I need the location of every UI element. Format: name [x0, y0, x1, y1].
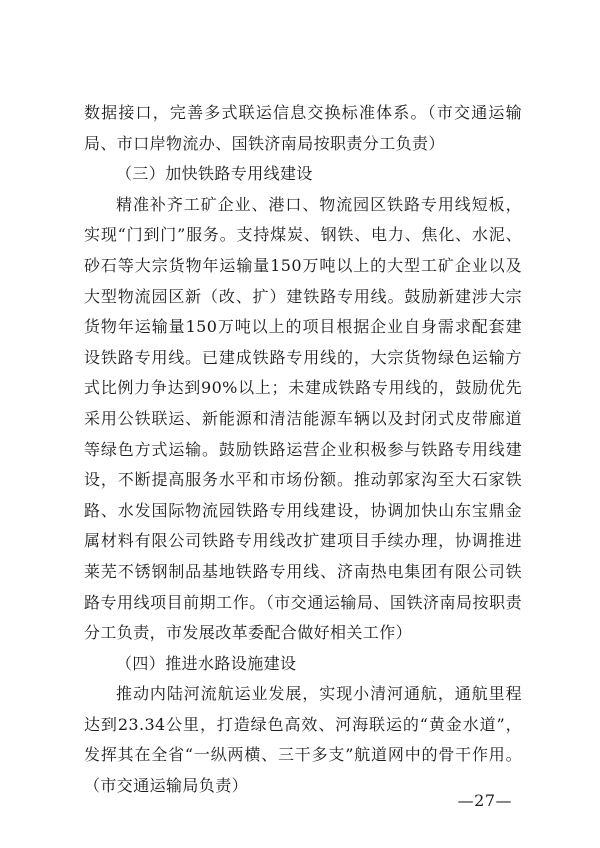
section-3-paragraph: 精准补齐工矿企业、港口、物流园区铁路专用线短板，实现“门到门”服务。支持煤炭、钢铁、电力、焦化、水泥、砂石等大宗货物年运输量150万吨以上的大型工矿企业以及大型物流园区新（改、扩）建铁路专用线。鼓励新建涉大宗货物年运输量150万吨以上的项目根据企业自身需求配套建设铁路专用线。已建成铁路专用线的，大宗货物绿色运输方式比例力争达到90%以上；未建成铁路专用线的，鼓励优先采用公铁联运、新能源和清洁能源车辆以及封闭式皮带廊道等绿色方式运输。鼓励铁路运营企业积极参与铁路专用线建设，不断提高服务水平和市场份额。推动郭家沟至大石家铁路、水发国际物流园铁路专用线建设，协调加快山东宝鼎金属材料有限公司铁路专用线改扩建项目手续办理，协调推进莱芜不锈钢制品基地铁路专用线、济南热电集团有限公司铁路专用线项目前期工作。（市交通运输局、国铁济南局按职责分工负责，市发展改革委配合做好相关工作）: [84, 194, 522, 643]
document-body: [84, 98, 522, 802]
section-4-paragraph: 推动内陆河流航运业发展，实现小清河通航，通航里程达到23.34公里，打造绿色高效、河海联运的“黄金水道”，发挥其在全省“一纵两横、三干多支”航道网中的骨干作用。（市交通运输局负责）: [84, 684, 522, 796]
section-4-heading: （四）推进水路设施建设: [116, 653, 297, 673]
section-3-heading: （三）加快铁路专用线建设: [116, 164, 313, 184]
page-number: —27—: [457, 791, 512, 810]
continuation-paragraph: 数据接口，完善多式联运信息交换标准体系。（市交通运输局、市口岸物流办、国铁济南局按职责分工负责）: [84, 103, 522, 153]
